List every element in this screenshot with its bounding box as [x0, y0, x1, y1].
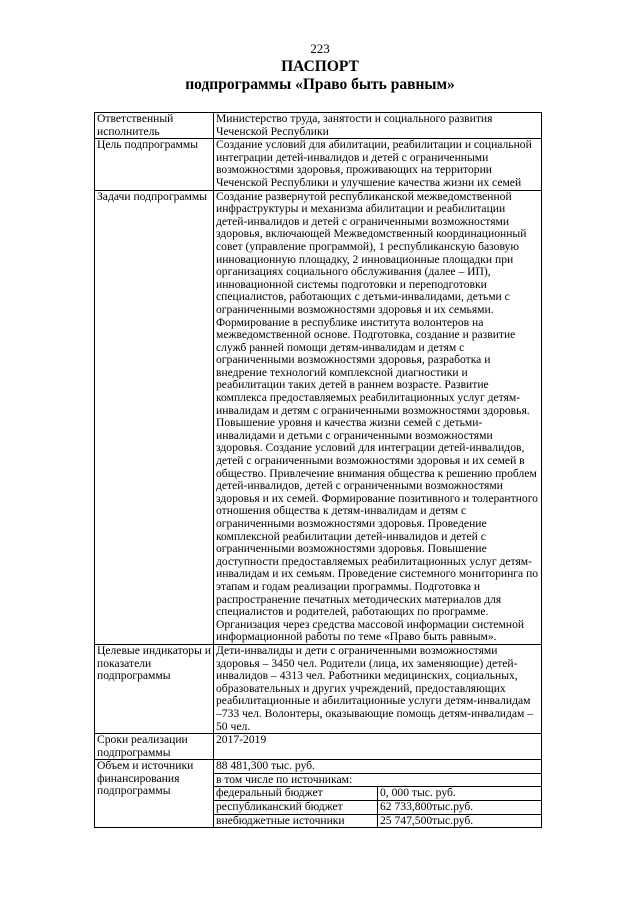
funding-value: [214, 760, 542, 828]
indicators-value: Дети-инвалиды и дети с ограниченными возможностями здоровья – 3450 чел. Родители (лица, их заменяющие) детей-инвалидов – 4313 чел. Работники медицинских, социальных, образовательных и других учреждений, предоставляющих реабилитационные и абилитационные услуги детям-инвалидам –733 чел. Волонтеры, оказывающие помощь детям-инвалидам – 50 чел.: [214, 644, 542, 733]
funding-source-name: внебюджетные источники: [214, 814, 378, 827]
goal-value: Создание условий для абилитации, реабилитации и социальной интеграции детей-инвалидов и детей с ограниченными возможностями здоровья, проживающих на территории Чеченской Республики и улучшение качества жизни их семей: [214, 139, 542, 190]
goal-label: Цель подпрограммы: [95, 139, 214, 190]
funding-source-row: [214, 814, 541, 827]
executor-value: Министерство труда, занятости и социального развития Чеченской Республики: [214, 113, 542, 139]
funding-table: [214, 760, 541, 827]
funding-source-row: [214, 787, 541, 801]
funding-by-sources: в том числе по источникам:: [214, 773, 541, 787]
indicators-label: Целевые индикаторы и показатели подпрограммы: [95, 644, 214, 733]
funding-source-name: республиканский бюджет: [214, 801, 378, 815]
executor-row: [95, 113, 542, 139]
executor-label: Ответственный исполнитель: [95, 113, 214, 139]
terms-value: 2017-2019: [214, 734, 542, 760]
funding-row: [95, 760, 542, 828]
funding-source-amount: 25 747,500тыс.руб.: [378, 814, 542, 827]
indicators-row: [95, 644, 542, 733]
passport-table: [94, 112, 542, 828]
funding-source-amount: 0, 000 тыс. руб.: [378, 787, 542, 801]
funding-source-amount: 62 733,800тыс.руб.: [378, 801, 542, 815]
goal-row: [95, 139, 542, 190]
terms-row: [95, 734, 542, 760]
document-title: ПАСПОРТ: [281, 58, 359, 75]
terms-label: Сроки реализации подпрограммы: [95, 734, 214, 760]
page-number: 223: [310, 41, 330, 56]
document-subtitle: подпрограммы «Право быть равным»: [185, 76, 455, 93]
funding-total: 88 481,300 тыс. руб.: [214, 760, 541, 773]
tasks-value: Создание развернутой республиканской межведомственной инфраструктуры и механизма абилитации и реабилитации детей-инвалидов и детей с ограниченными возможностями здоровья, включающей Межведомственный координационный совет (управление программой), 1 республиканскую базовую инновационную площадку, 2 инновационные площадки при организациях социального обслуживания (далее – ИП), инновационной системы подготовки и переподготовки специалистов, работающих с детьми-инвалидами, детьми с ограниченными возможностями здоровья и их семьями. Формирование в республике института волонтеров на межведомственной основе. Подготовка, создание и развитие служб ранней помощи детям-инвалидам и детям с ограниченными возможностями здоровья, разработка и внедрение технологий комплексной диагностики и реабилитации таких детей в раннем возрасте. Развитие комплекса предоставляемых реабилитационных услуг детям-инвалидам и детям с ограниченными возможностями здоровья. Повышение уровня и качества жизни семей с детьми-инвалидами и детьми с ограниченными возможностями здоровья. Создание условий для интеграции детей-инвалидов, детей с ограниченными возможностями здоровья и их семей в общество. Привлечение внимания общества к решению проблем детей-инвалидов, детей с ограниченными возможностями здоровья и их семей. Формирование позитивного и толерантного отношения общества к детям-инвалидам и детям с ограниченными возможностями здоровья. Проведение комплексной реабилитации детей-инвалидов и детей с ограниченными возможностями здоровья. Повышение доступности предоставляемых реабилитационных услуг детям-инвалидам и их семьям. Проведение системного мониторинга по этапам и годам реализации программы. Подготовка и распространение печатных методических материалов для специалистов и родителей, работающих по программе. Организация через средства массовой информации системной информационной работы по теме «Право быть равным».: [214, 190, 542, 644]
funding-source-row: [214, 801, 541, 815]
funding-source-name: федеральный бюджет: [214, 787, 378, 801]
tasks-row: [95, 190, 542, 644]
funding-label: Объем и источники финансирования подпрограммы: [95, 760, 214, 828]
tasks-label: Задачи подпрограммы: [95, 190, 214, 644]
